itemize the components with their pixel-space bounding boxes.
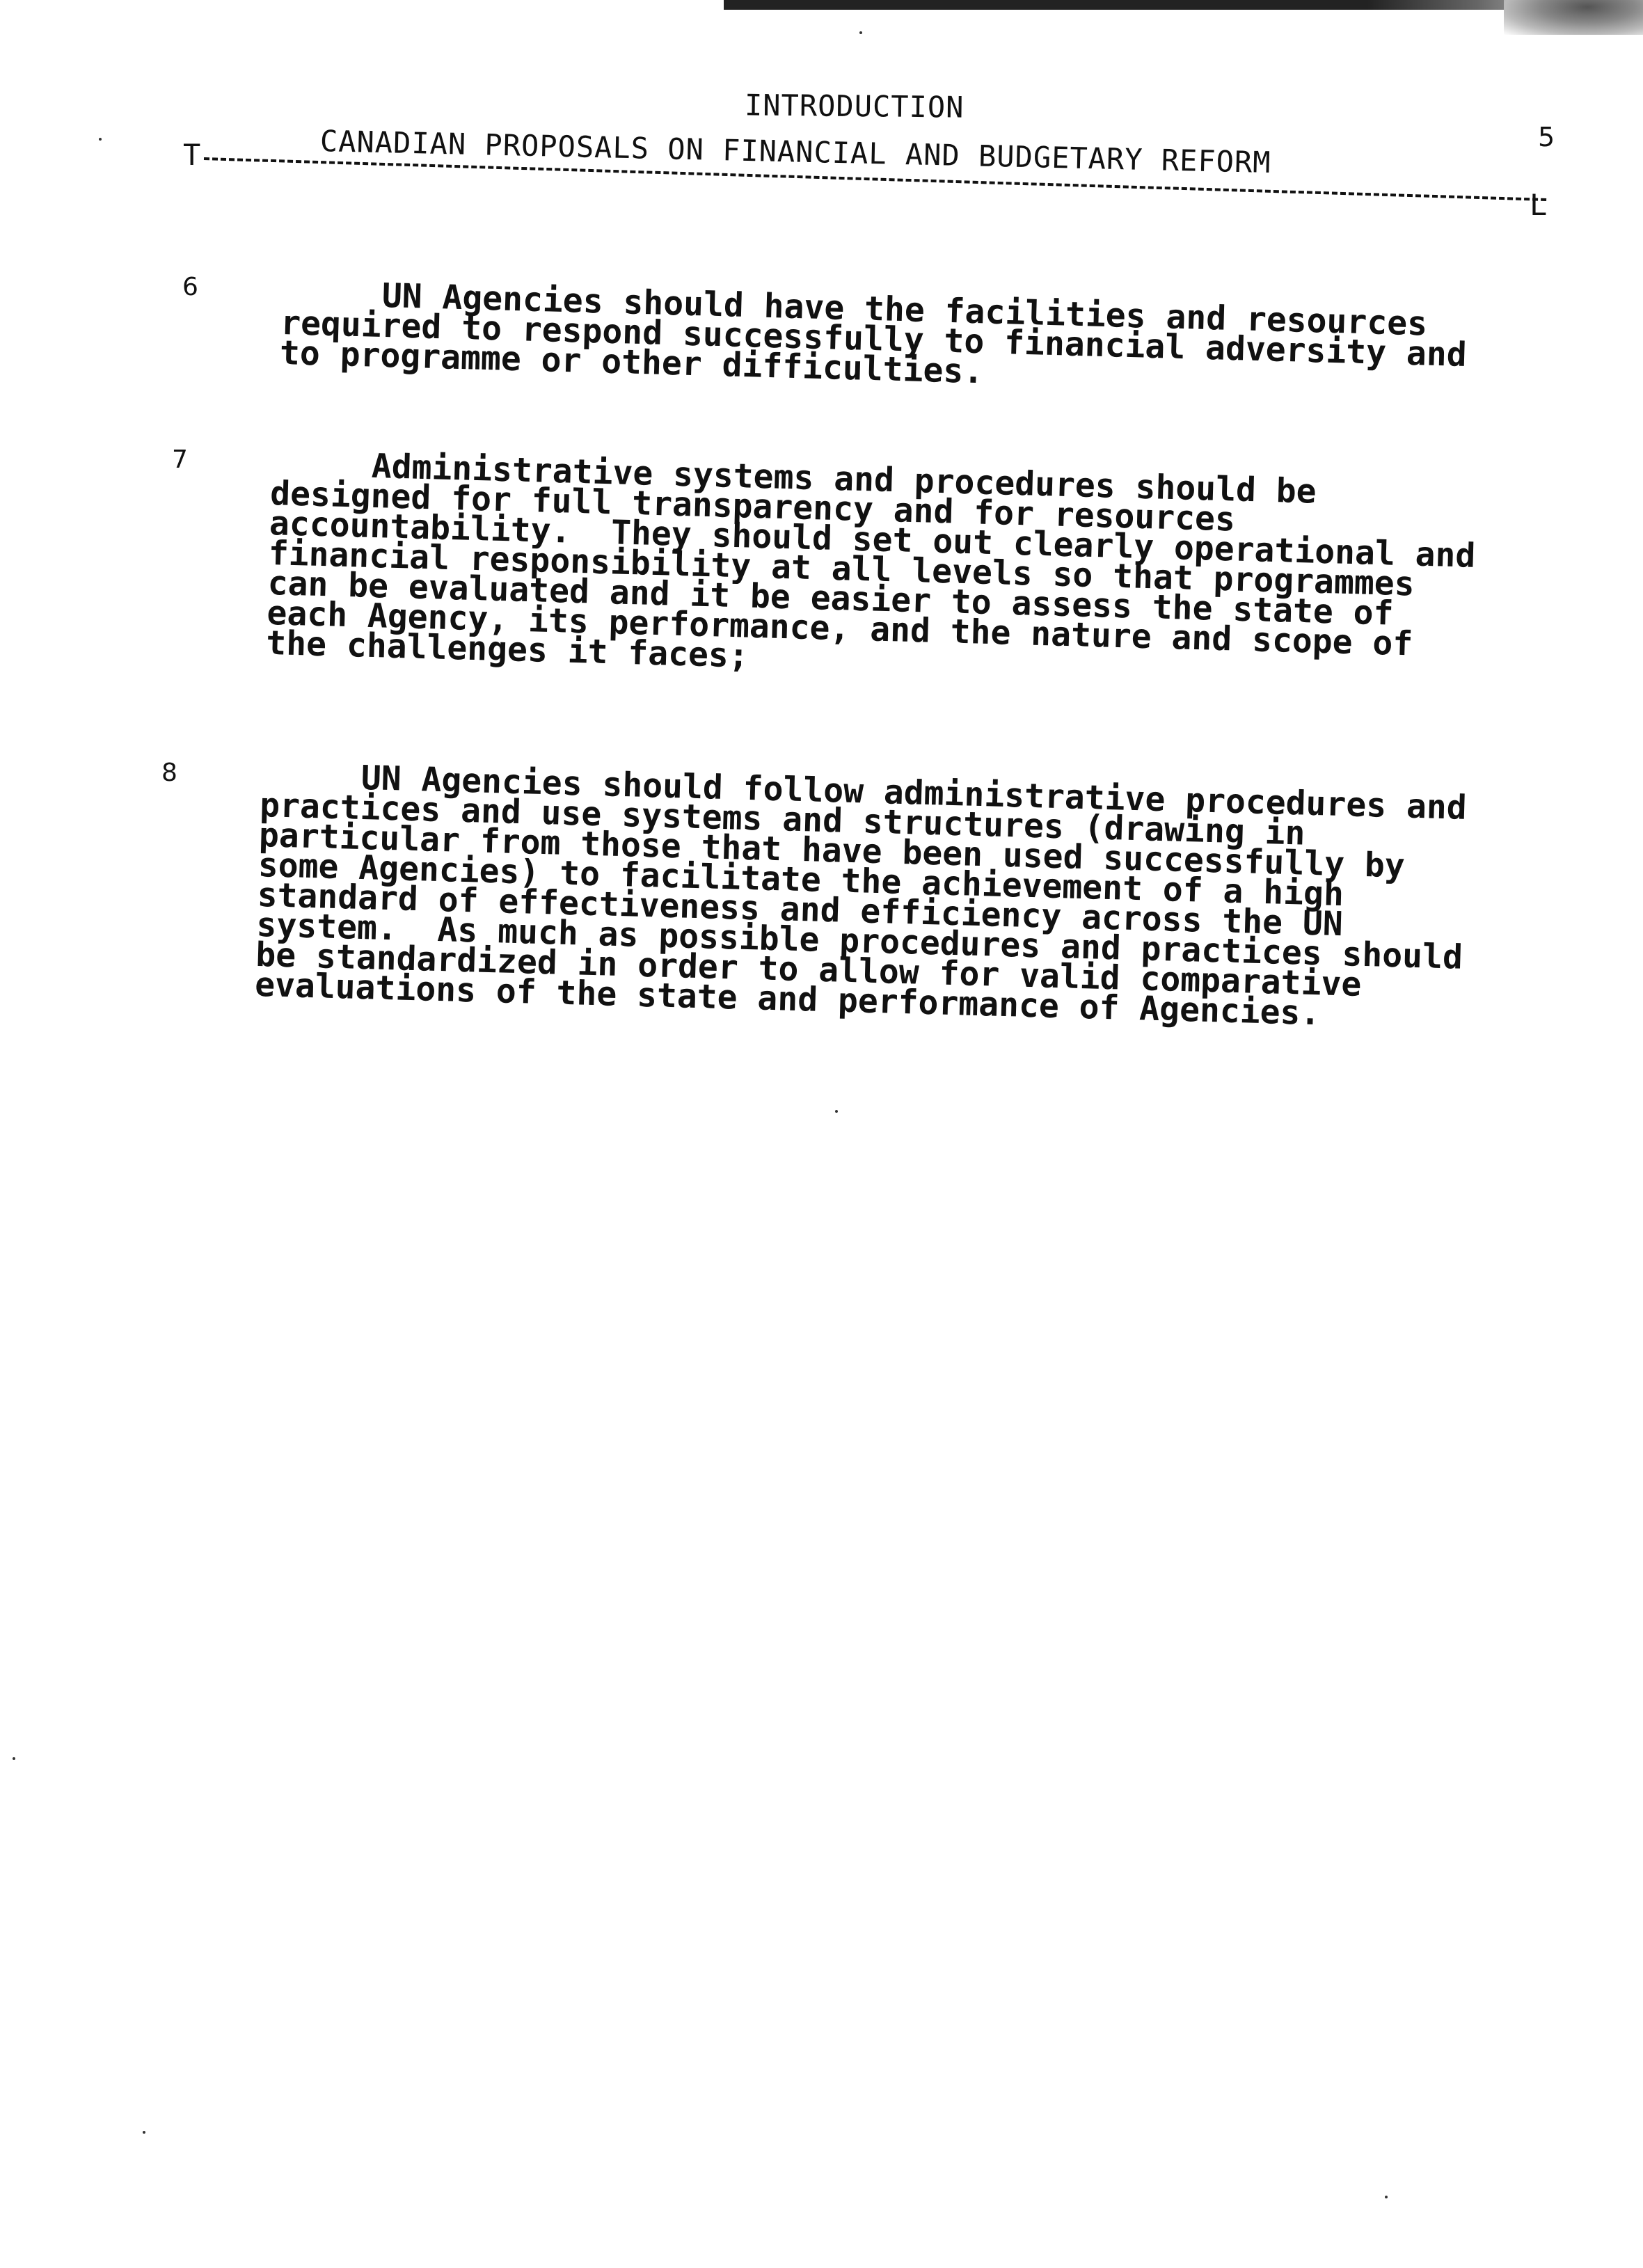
- paragraph-text: Administrative systems and procedures should be designed for full transparency and for resources accountability. They should set out clearly operational and financial responsibility at all levels so that programmes can be evaluated and it be easier to assess the state of each Agency, its performance, and the nature and scope of the challenges it faces;: [265, 444, 1477, 676]
- paragraph-number: 7: [172, 445, 188, 474]
- paragraph-number: 6: [182, 273, 198, 301]
- paragraph-text: UN Agencies should follow administrative procedures and practices and use systems and structures (drawing in particular from those that have been used successfully by some Agencies) to facilitate the achievement of a high standard of effectiveness and efficiency across the UN system. As much as possible procedures and practices should be standardized in order to allow for valid comparative evaluations of the state and performance of Agencies.: [254, 756, 1468, 1033]
- page-number: 5: [1538, 122, 1555, 152]
- scan-speck: [835, 1110, 838, 1113]
- header-title: INTRODUCTION: [744, 88, 965, 125]
- scan-speck: [13, 1757, 15, 1760]
- scan-speck: [859, 31, 862, 34]
- scan-speck: [99, 138, 102, 141]
- scan-speck: [143, 2131, 145, 2134]
- header-subtitle: CANADIAN PROPOSALS ON FINANCIAL AND BUDGETARY REFORM: [319, 124, 1272, 180]
- rule-start-marker: T: [183, 138, 201, 172]
- scan-speck: [1385, 2196, 1388, 2198]
- paragraph-text: UN Agencies should have the facilities and resources required to respond successfully to financial adversity and to programme or other difficulties.: [279, 273, 1468, 392]
- page-header: [0, 0, 1643, 230]
- dashed-rule-line: [204, 157, 1546, 201]
- header-rule: [183, 132, 1561, 222]
- paragraph-number: 8: [161, 759, 177, 787]
- rule-end-marker: L: [1530, 188, 1548, 222]
